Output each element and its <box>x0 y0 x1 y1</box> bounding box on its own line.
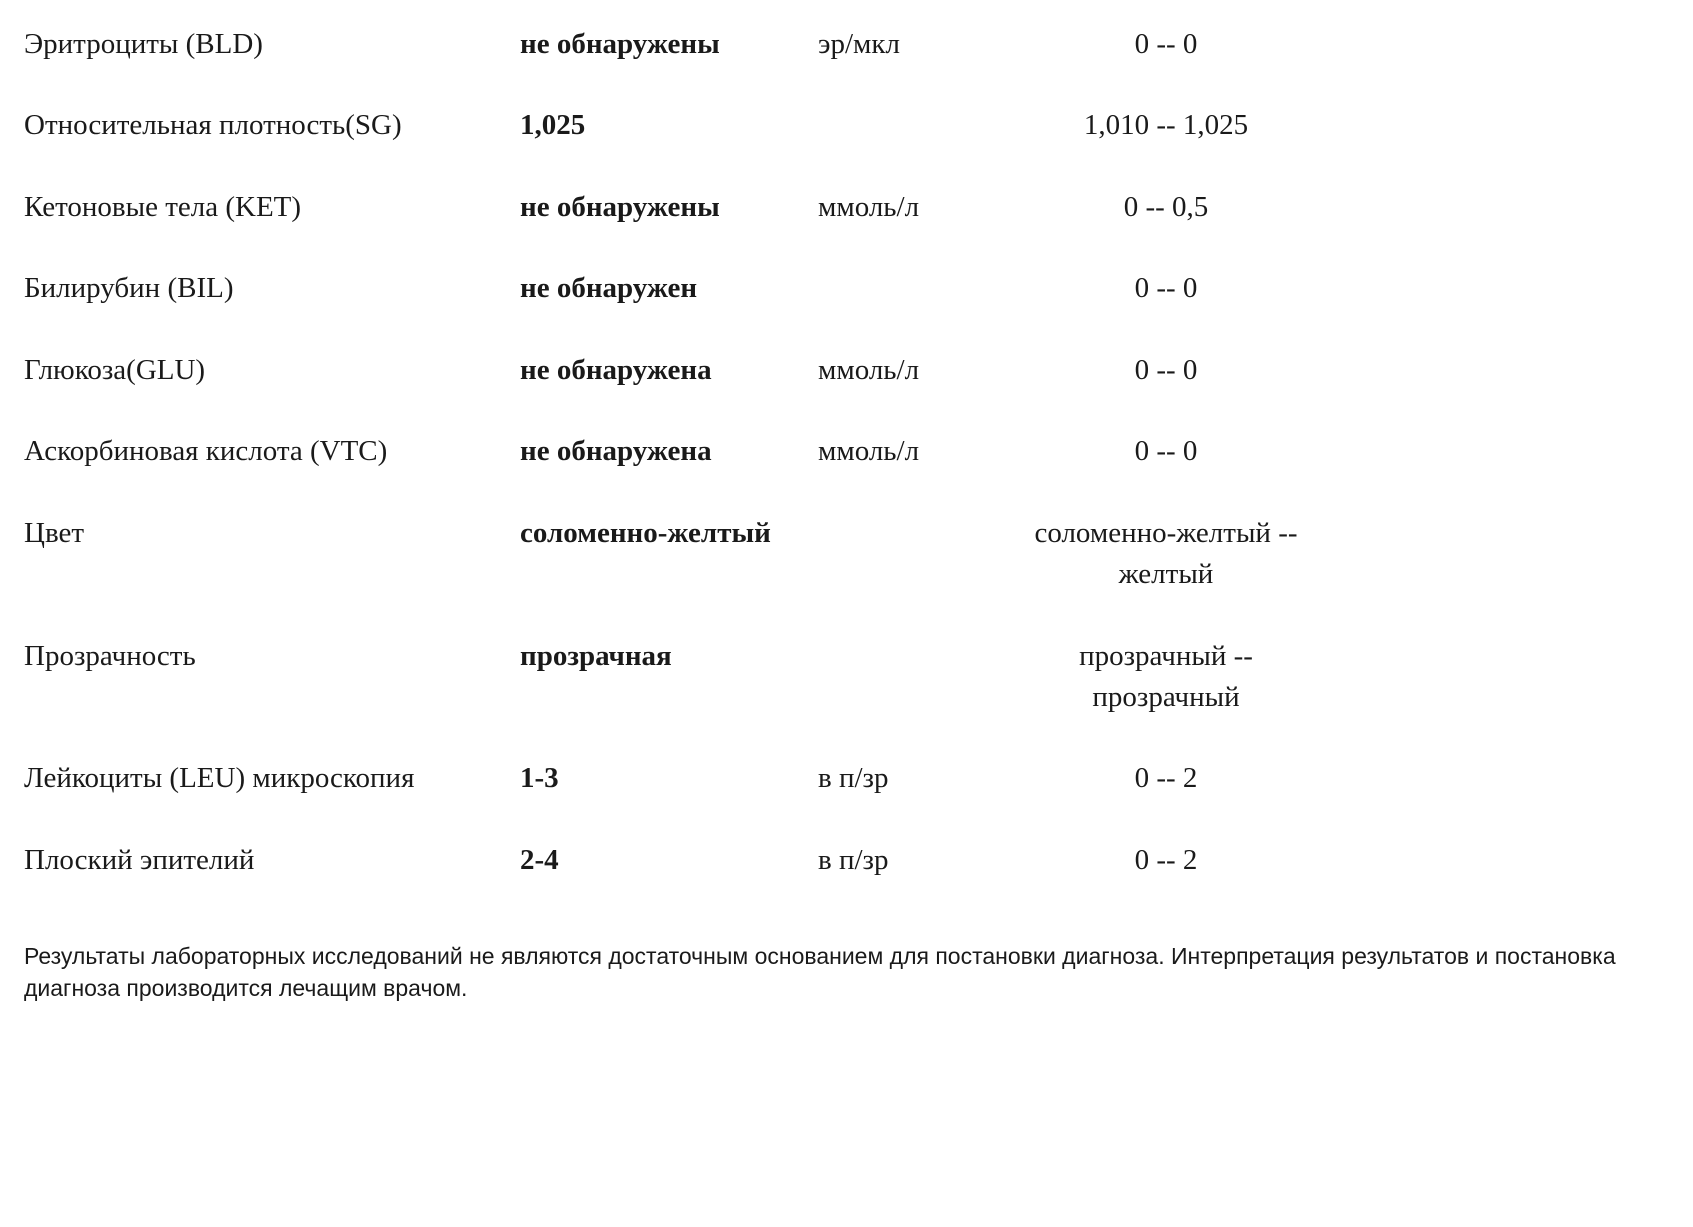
test-reference-range: 0 -- 0 <box>1134 354 1198 386</box>
test-value: 2-4 <box>520 844 559 876</box>
test-reference-range: 0 -- 2 <box>1134 844 1198 876</box>
test-unit: в п/зр <box>818 762 889 794</box>
test-name: Плоский эпителий <box>24 844 255 876</box>
test-name: Прозрачность <box>24 640 196 672</box>
test-reference-range: 0 -- 0 <box>1134 435 1198 467</box>
test-unit: ммоль/л <box>818 354 920 386</box>
test-value: прозрачная <box>520 640 672 672</box>
test-value: 1,025 <box>520 109 586 141</box>
test-name: Кетоновые тела (KET) <box>24 191 302 223</box>
test-reference-range: 0 -- 0,5 <box>1123 191 1209 223</box>
test-name: Билирубин (BIL) <box>24 272 234 304</box>
test-unit: эр/мкл <box>818 28 900 60</box>
test-name: Аскорбиновая кислота (VTC) <box>24 435 388 467</box>
test-name: Относительная плотность(SG) <box>24 109 402 141</box>
test-unit: ммоль/л <box>818 435 920 467</box>
test-unit: в п/зр <box>818 844 889 876</box>
test-value: 1-3 <box>520 762 559 794</box>
test-value: не обнаружена <box>520 354 712 386</box>
test-value: не обнаружены <box>520 191 720 223</box>
test-reference-range: 0 -- 2 <box>1134 762 1198 794</box>
test-value: соломенно-желтый <box>520 517 771 549</box>
test-reference-range: 1,010 -- 1,025 <box>1083 109 1249 141</box>
test-name: Цвет <box>24 517 85 549</box>
test-unit: ммоль/л <box>818 191 920 223</box>
test-reference-range: 0 -- 0 <box>1134 272 1198 304</box>
test-name: Лейкоциты (LEU) микроскопия <box>24 762 415 794</box>
test-value: не обнаружена <box>520 435 712 467</box>
test-reference-range: 0 -- 0 <box>1134 28 1198 60</box>
test-reference-range: прозрачный -- прозрачный <box>1079 640 1253 713</box>
test-value: не обнаружены <box>520 28 720 60</box>
disclaimer-footnote: Результаты лабораторных исследований не являются достаточным основанием для постановки диагноза. Интерпретация результатов и постановка диагноза производится лечащим врачом. <box>24 943 1616 1001</box>
test-name: Эритроциты (BLD) <box>24 28 263 60</box>
test-name: Глюкоза(GLU) <box>24 354 206 386</box>
test-value: не обнаружен <box>520 272 698 304</box>
test-reference-range: соломенно-желтый -- желтый <box>1034 517 1298 590</box>
